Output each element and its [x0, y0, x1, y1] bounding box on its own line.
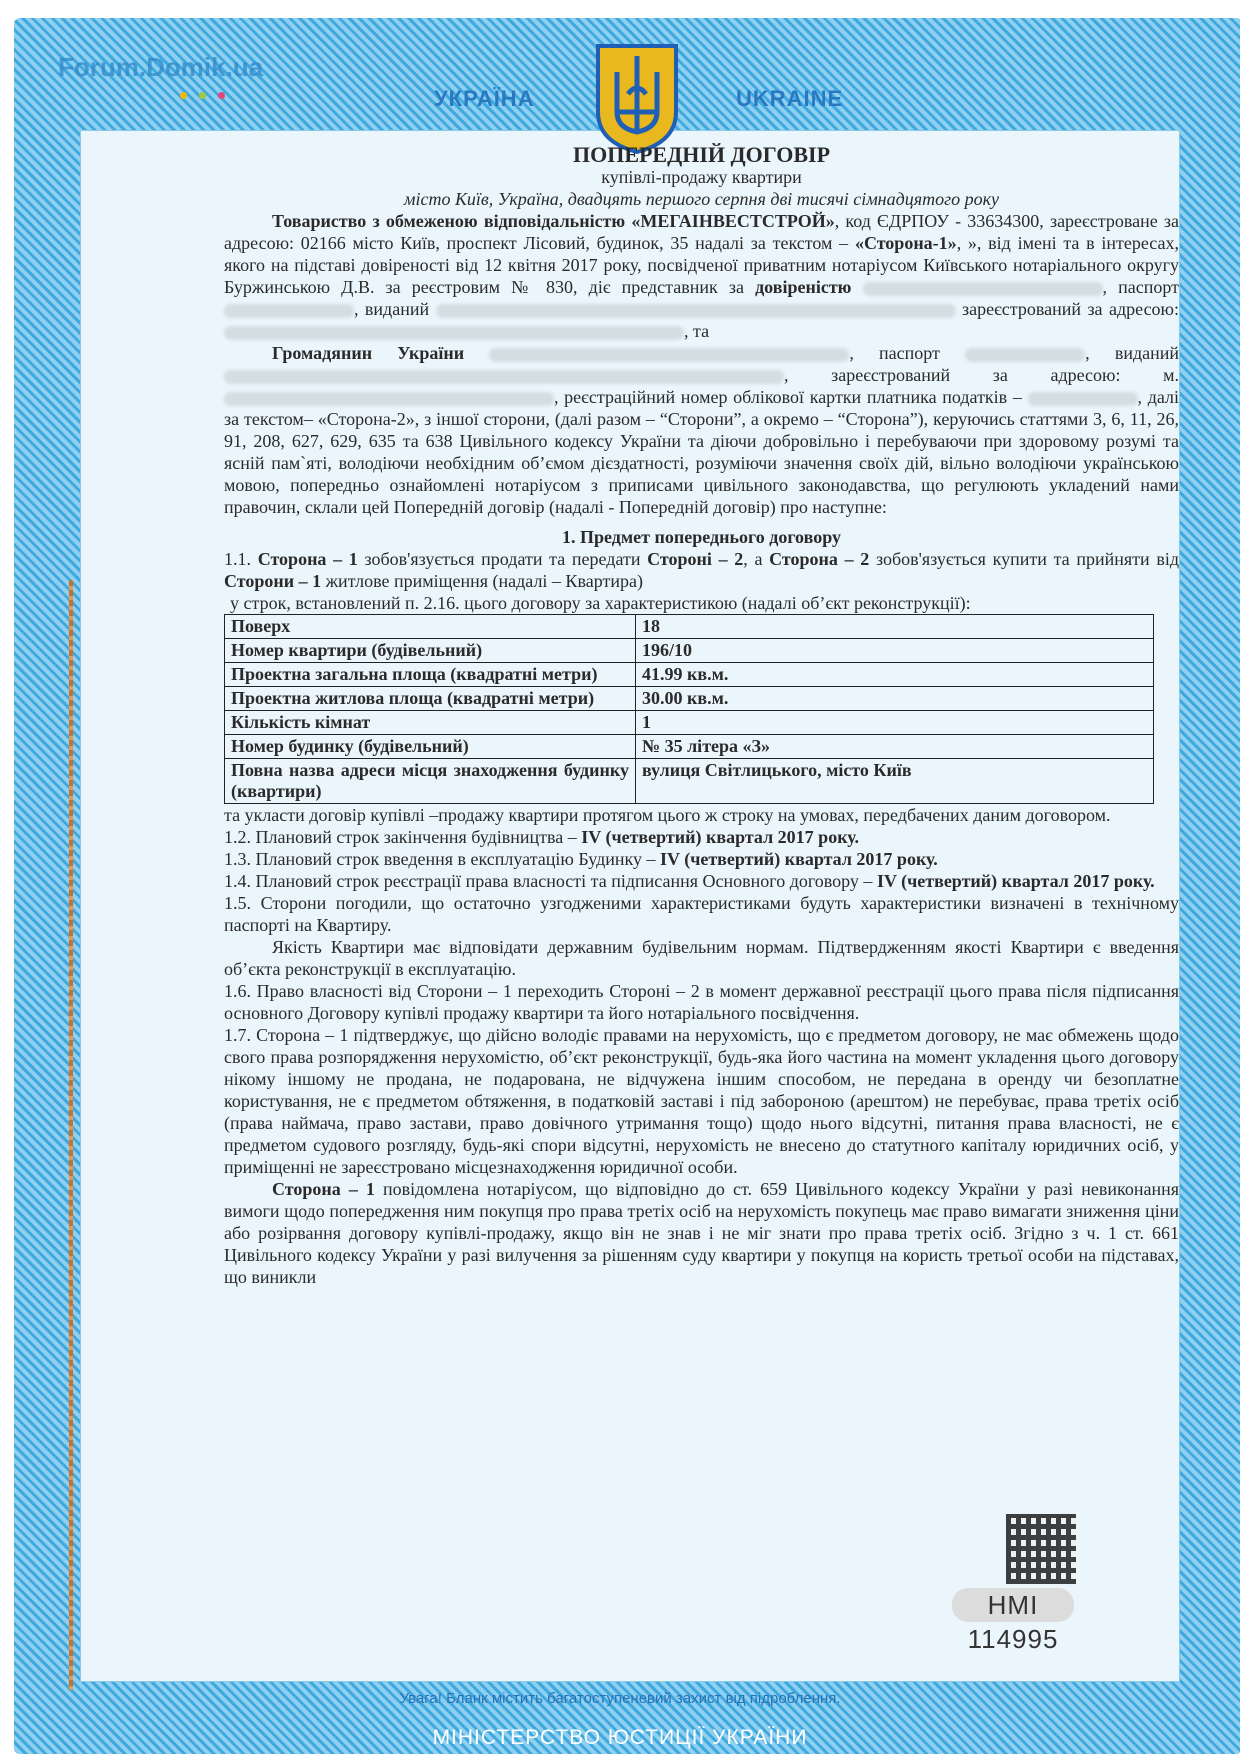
clause-1-7: 1.7. Сторона – 1 підтверджує, що дійсно володіє правами на нерухомість, що є предметом договору, не має обмежень щодо свого права розпорядження нерухомістю, об’єкт реконструкції, будь-яка його частина на момент укладення цього договору нікому іншому не продана, не подарована, не відчужена іншим способом, не передана в оренду чи безоплатне користування, не є предметом обтяження, в податковій заставі і під забороною (арештом) не перебуває, права третіх осіб (права наймача, право застави, право довічного утримання тощо) щодо нього відсутні, питання права власності, не є предметом судового розгляду, будь-які спори відсутні, нерухомість не внесено до статутного капіталу юридичних осіб, у приміщенні не зареєстровано місцезнаходження юридичної особи. — [224, 1025, 1179, 1177]
clause-1-4: 1.4. Плановий строк реєстрації права власності та підписання Основного договору – IV (четвертий) квартал 2017 року. — [224, 871, 1155, 891]
coat-of-arms-icon — [592, 42, 682, 154]
redacted-address — [224, 326, 684, 340]
document-subtitle: купівлі-продажу квартири — [601, 167, 802, 187]
property-name: Кількість кімнат — [225, 711, 636, 735]
clause-1-3: 1.3. Плановий строк введення в експлуатацію Будинку – IV (четвертий) квартал 2017 року. — [224, 849, 938, 869]
security-notice: Увага! Бланк містить багатоступеневий захист від підроблення. — [399, 1690, 841, 1707]
qr-code-icon — [1006, 1514, 1076, 1584]
clause-1-1: 1.1. Сторона – 1 зобов'язується продати та передати Стороні – 2, а Сторона – 2 зобов'язується купити та прийняти від Сторони – 1 житлове приміщення (надалі – Квартира) — [224, 549, 1179, 591]
table-row — [225, 615, 1154, 639]
place-and-date: місто Київ, Україна, двадцять першого серпня дві тисячі сімнадцятого року — [403, 189, 1000, 209]
property-value: 1 — [636, 711, 1154, 735]
table-row — [225, 711, 1154, 735]
table-row — [225, 663, 1154, 687]
table-row — [225, 687, 1154, 711]
property-value: 30.00 кв.м. — [636, 687, 1154, 711]
property-name: Повна назва адреси місця знаходження будинку (квартири) — [225, 759, 636, 804]
after-table-text: та укласти договір купівлі –продажу квартири протягом цього ж строку на умовах, передбачених даним договором. — [224, 805, 1111, 825]
clause-1-6: 1.6. Право власності від Сторони – 1 переходить Стороні – 2 в момент державної реєстрації цього права після підписання основного Договору купівлі продажу квартири та його нотаріального посвідчення. — [224, 981, 1179, 1023]
property-value: 41.99 кв.м. — [636, 663, 1154, 687]
party1-paragraph: Товариство з обмеженою відповідальністю «МЕГАІНВЕСТСТРОЙ», код ЄДРПОУ - 33634300, зареєстроване за адресою: 02166 місто Київ, проспект Лісовий, будинок, 35 надалі за текстом – «Сторона-1», », від імені та в інтересах, якого на підставі довіреності від 12 квітня 2017 року, посвідченої приватним нотаріусом Київського нотаріального округу Буржинською Д.В. за реєстровим № 830, діє представник за довіреністю , паспорт , виданий зареєстрований за адресою: , та — [224, 211, 1180, 341]
property-name: Проектна загальна площа (квадратні метри) — [225, 663, 636, 687]
property-value: вулиця Світлицького, місто Київ — [636, 759, 1154, 804]
country-name-en: UKRAINE — [736, 86, 844, 111]
table-row — [225, 759, 1154, 804]
ministry-name: МІНІСТЕРСТВО ЮСТИЦІЇ УКРАЇНИ — [432, 1726, 808, 1749]
redacted-issuer — [436, 304, 956, 318]
property-name: Номер квартири (будівельний) — [225, 639, 636, 663]
site-watermark: Forum.Domik.ua — [58, 52, 264, 82]
party1-alias: «Сторона-1» — [854, 233, 957, 253]
notice-paragraph: Сторона – 1 повідомлена нотаріусом, що відповідно до ст. 659 Цивільного кодексу України у разі невиконання вимоги щодо попередження ним покупця про права третіх осіб на нерухомість покупець має право вимагати зниження ціни або розірвання договору купівлі-продажу, якщо він не знав і не міг знати про права третіх осіб. Згідно з ч. 1 ст. 661 Цивільного кодексу України у разі вилучення за рішенням суду квартири у покупця на користь третьої особи на підставах, що виникли — [224, 1179, 1179, 1287]
property-name: Проектна житлова площа (квадратні метри) — [225, 687, 636, 711]
redacted-name — [489, 348, 849, 362]
property-name: Поверх — [225, 615, 636, 639]
clause-1-2: 1.2. Плановий строк закінчення будівництва – IV (четвертий) квартал 2017 року. — [224, 827, 860, 847]
table-row — [225, 639, 1154, 663]
clause-1-5: 1.5. Сторони погодили, що остаточно узгодженими характеристиками будуть характеристики визначені в технічному паспорті на Квартиру. — [224, 893, 1179, 935]
form-serial-number: НМІ 114995 — [952, 1588, 1074, 1622]
binding-thread — [69, 580, 73, 1690]
property-value: № 35 літера «З» — [636, 735, 1154, 759]
section-1-title: 1. Предмет попереднього договору — [562, 527, 841, 547]
clause-1-1-cont: у строк, встановлений п. 2.16. цього договору за характеристикою (надалі об’єкт реконструкції): — [230, 593, 971, 613]
party2-paragraph: Громадянин України , паспорт , виданий , зареєстрований за адресою: м. , реєстраційний номер облікової картки платника податків – , далі за текстом– «Сторона-2», з іншої сторони, (далі разом – “Сторони”, а окремо – “Сторона”), керуючись статтями 3, 6, 11, 26, 91, 208, 627, 629, 635 та 638 Цивільного кодексу України та діючи добровільно і перебуваючи при здоровому розумі та ясній пам`яті, володіючи необхідним об’ємом дієздатності, розуміючи значення своїх дій, вільно володіючи українською мовою, попередньо ознайомлені нотаріусом з приписами цивільного законодавства, що регулюють укладений нами правочин, склали цей Попередній договір (надалі - Попередній договір) про наступне: — [224, 343, 1180, 517]
property-value: 196/10 — [636, 639, 1154, 663]
redacted-address — [224, 392, 554, 406]
table-row — [225, 735, 1154, 759]
contract-body — [224, 144, 1179, 1288]
document-title: ПОПЕРЕДНІЙ ДОГОВІР — [572, 142, 831, 167]
country-name-ua: УКРАЇНА — [434, 86, 535, 111]
quality-paragraph: Якість Квартири має відповідати державним будівельним нормам. Підтвердженням якості Квартири є введення об’єкта реконструкції в експлуатацію. — [224, 937, 1179, 979]
redacted-tax-id — [1028, 392, 1138, 406]
watermark-dots — [180, 86, 237, 104]
redacted-issuer — [224, 370, 784, 384]
property-name: Номер будинку (будівельний) — [225, 735, 636, 759]
redacted-passport — [224, 304, 354, 318]
party2-name: Громадянин України — [272, 343, 465, 363]
redacted-name — [863, 282, 1103, 296]
redacted-passport — [965, 348, 1085, 362]
apartment-properties-table — [224, 614, 1154, 804]
property-value: 18 — [636, 615, 1154, 639]
party1-name: Товариство з обмеженою відповідальністю «МЕГАІНВЕСТСТРОЙ» — [272, 211, 835, 231]
